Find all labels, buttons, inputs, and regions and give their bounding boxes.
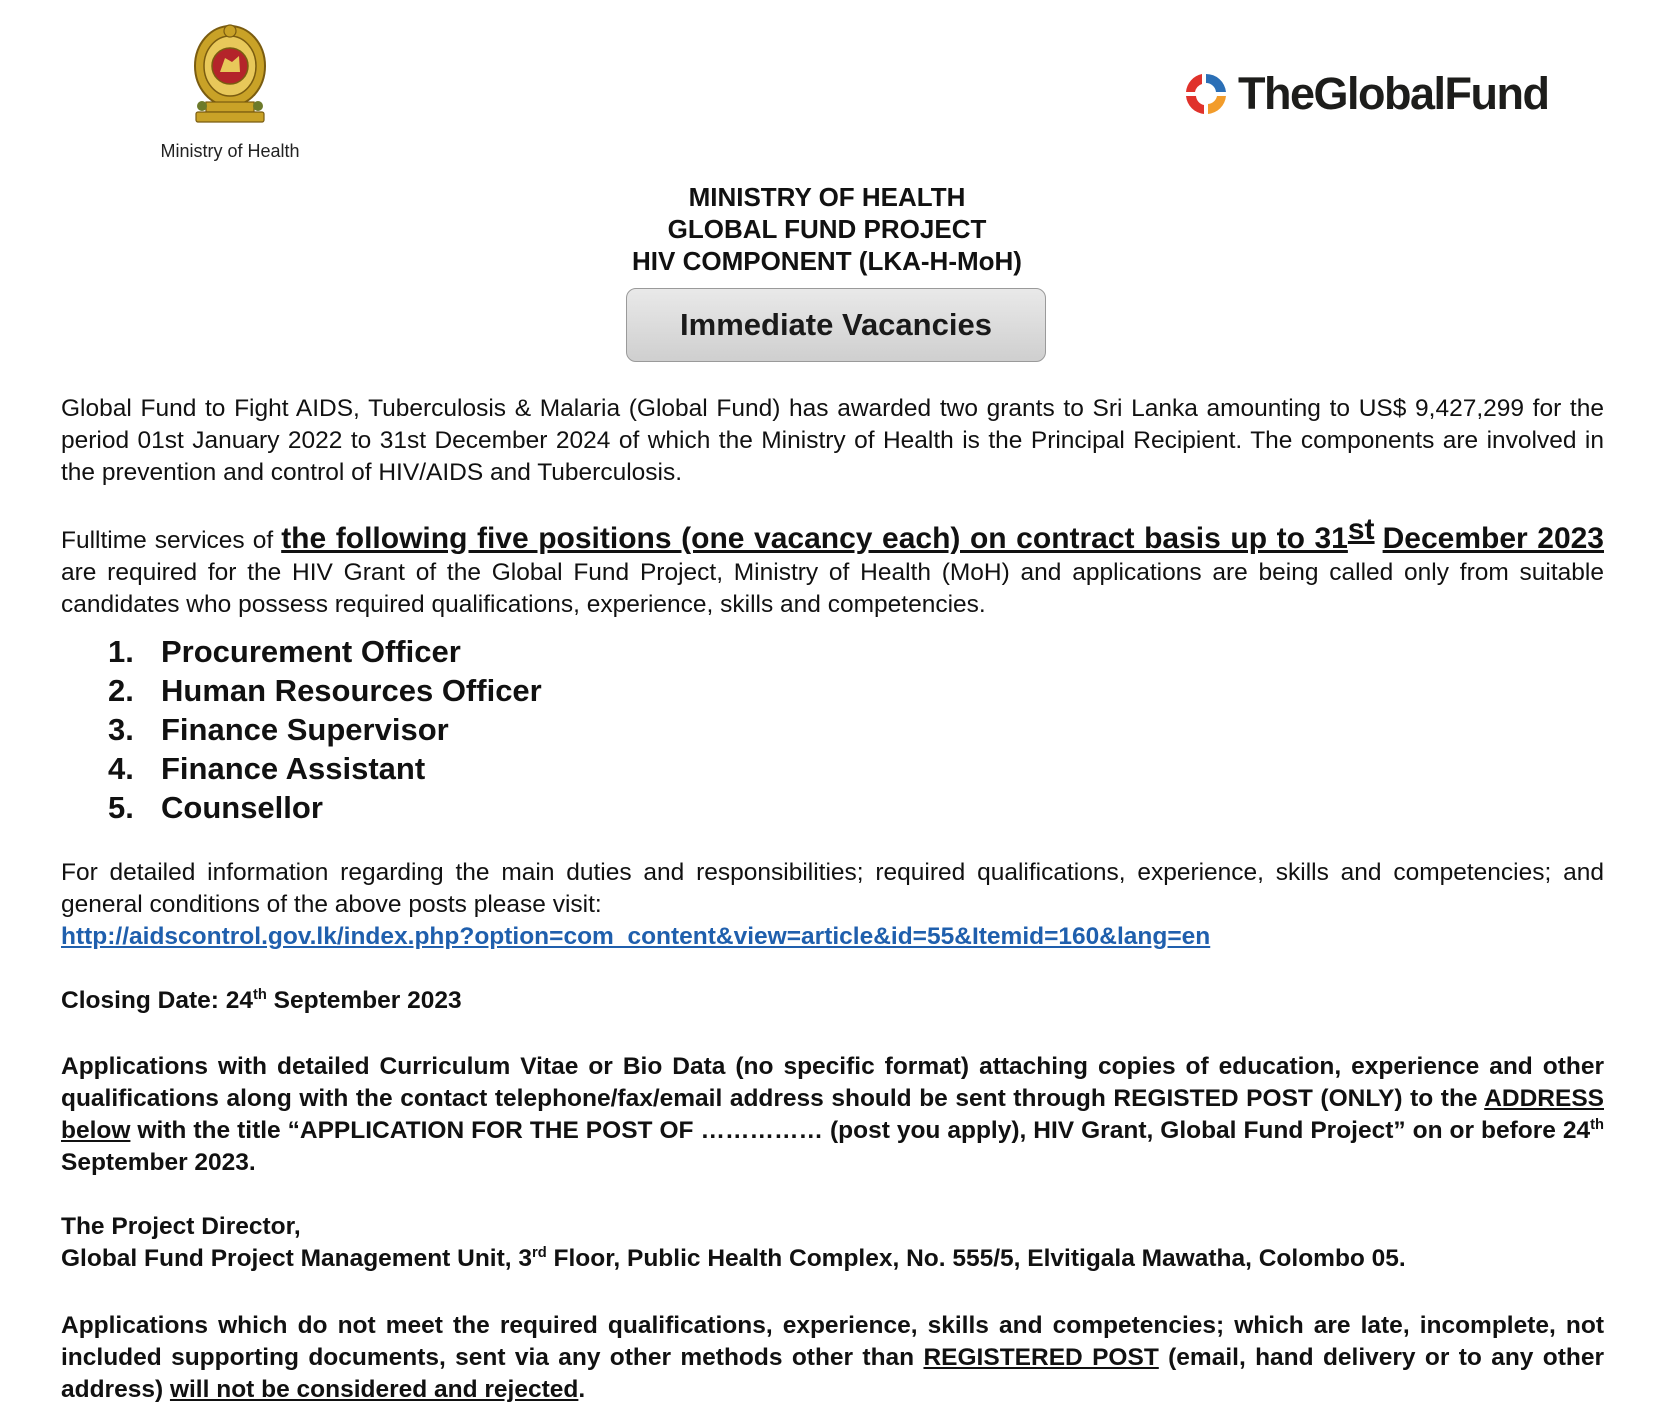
reject-not-considered: will not be considered and rejected bbox=[169, 1376, 579, 1403]
address-line-2-sup: rd bbox=[532, 1244, 547, 1261]
global-fund-logo bbox=[1182, 68, 1548, 120]
reject-registered-post: REGISTERED POST bbox=[923, 1344, 1159, 1371]
apply-text-1: Applications with detailed Curriculum Vitae or Bio Data (no specific format) attaching copies of education, experience and other qualifications along with the contact telephone/fax/email address should be sent through REGISTED POST (ONLY) to the bbox=[61, 1053, 1604, 1112]
list-item-number: 5. bbox=[108, 790, 134, 825]
address-line-2a: Global Fund Project Management Unit, 3 bbox=[61, 1245, 532, 1272]
intro-paragraph: Global Fund to Fight AIDS, Tuberculosis & Malaria (Global Fund) has awarded two grants to Sri Lanka amounting to US$ 9,427,299 for the period 01st January 2022 to 31st December 2024 of which the Ministry of Health is the Principal Recipient. The components are involved in the prevention and control of HIV/AIDS and Tuberculosis. bbox=[61, 395, 1604, 486]
global-fund-wordmark: TheGlobalFund bbox=[1238, 68, 1549, 119]
rejection-notice bbox=[61, 1310, 1604, 1406]
fulltime-highlight-sup: st bbox=[1347, 512, 1375, 546]
closing-date-rest: September 2023 bbox=[266, 987, 462, 1014]
list-item-label: Human Resources Officer bbox=[161, 673, 542, 708]
list-item bbox=[108, 749, 542, 788]
apply-sup: th bbox=[1590, 1116, 1604, 1133]
list-item bbox=[108, 671, 542, 710]
list-item-label: Finance Supervisor bbox=[161, 712, 449, 747]
address-line-2 bbox=[61, 1243, 1406, 1275]
apply-text-3: September 2023. bbox=[61, 1149, 256, 1176]
address-line-2b: Floor, Public Health Complex, No. 555/5, Elvitigala Mawatha, Colombo 05. bbox=[546, 1245, 1406, 1272]
list-item-number: 1. bbox=[108, 634, 134, 669]
list-item-number: 4. bbox=[108, 751, 134, 786]
postal-address bbox=[61, 1211, 1406, 1275]
title-line-2: GLOBAL FUND PROJECT bbox=[667, 214, 987, 244]
fulltime-highlight-a: the following five positions (one vacancy each) on contract basis up to 31 bbox=[281, 522, 1348, 555]
list-item bbox=[108, 632, 542, 671]
list-item-number: 3. bbox=[108, 712, 134, 747]
info-text: For detailed information regarding the main duties and responsibilities; required qualifications, experience, skills and competencies; and general conditions of the above posts please visit: bbox=[61, 859, 1604, 918]
global-fund-swirl-icon bbox=[1182, 70, 1230, 118]
list-item bbox=[108, 710, 542, 749]
apply-address-below: ADDRESS below bbox=[61, 1085, 1604, 1144]
immediate-vacancies-banner: Immediate Vacancies bbox=[626, 288, 1046, 362]
reject-text-2: (email, hand delivery or to any other address) bbox=[61, 1344, 1604, 1403]
apply-text-2: with the title “APPLICATION FOR THE POST OF …………… (post you apply), HIV Grant, Global Fund Project” on or before 24 bbox=[130, 1117, 1591, 1144]
title-line-3: HIV COMPONENT (LKA-H-MoH) bbox=[632, 246, 1022, 276]
fulltime-lead: Fulltime services of bbox=[61, 527, 282, 554]
list-item-label: Counsellor bbox=[161, 790, 323, 825]
ministry-caption: Ministry of Health bbox=[160, 141, 300, 161]
fulltime-paragraph bbox=[61, 512, 1604, 621]
positions-list bbox=[108, 632, 542, 827]
title-line-1: MINISTRY OF HEALTH bbox=[688, 182, 966, 212]
fulltime-highlight-b: December 2023 bbox=[1382, 522, 1604, 555]
aidscontrol-link[interactable]: http://aidscontrol.gov.lk/index.php?option=com_content&view=article&id=55&Itemid=160&lang=en bbox=[61, 923, 1211, 950]
reject-text-3: . bbox=[578, 1376, 586, 1403]
list-item-label: Finance Assistant bbox=[161, 751, 426, 786]
list-item-number: 2. bbox=[108, 673, 134, 708]
sri-lanka-emblem-icon bbox=[192, 20, 268, 126]
address-line-1: The Project Director, bbox=[61, 1213, 301, 1240]
closing-date-sup: th bbox=[252, 986, 267, 1003]
title-block bbox=[0, 181, 1654, 277]
reject-text-1: Applications which do not meet the required qualifications, experience, skills and competencies; which are late, incomplete, not included supporting documents, sent via any other methods other than bbox=[61, 1312, 1604, 1371]
closing-date bbox=[61, 987, 462, 1015]
application-instructions bbox=[61, 1051, 1604, 1179]
closing-date-label: Closing Date: 24 bbox=[61, 987, 253, 1014]
info-paragraph bbox=[61, 857, 1604, 953]
list-item bbox=[108, 788, 542, 827]
list-item-label: Procurement Officer bbox=[161, 634, 461, 669]
fulltime-rest: are required for the HIV Grant of the Global Fund Project, Ministry of Health (MoH) and applications are being called only from suitable candidates who possess required qualifications, experience, skills and competencies. bbox=[61, 559, 1604, 618]
